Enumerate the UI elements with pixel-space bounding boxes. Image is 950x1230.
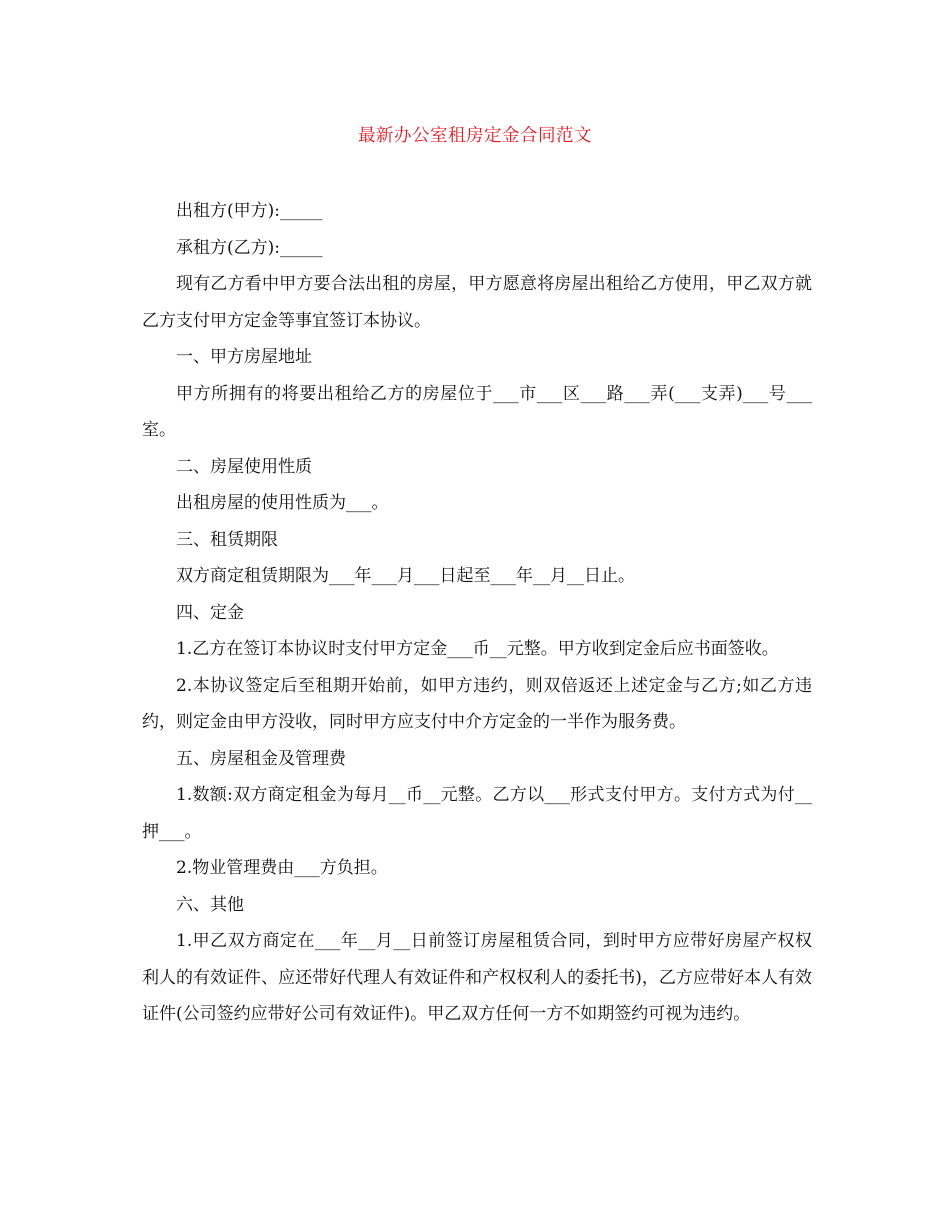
rent-clause-1: 1.数额:双方商定租金为每月__币__元整。乙方以___形式支付甲方。支付方式为付__押___。 [142,785,812,842]
document-body [142,193,812,1033]
section-heading-deposit: 四、定金 [176,602,244,623]
section-heading-term: 三、租赁期限 [176,529,278,550]
section-heading-usage: 二、房屋使用性质 [176,456,312,477]
lessee-line: 承租方(乙方):_____ [176,237,323,258]
lessor-line: 出租方(甲方):_____ [176,201,323,221]
document-title: 最新办公室租房定金合同范文 [358,126,592,146]
rent-clause-2: 2.物业管理费由___方负担。 [176,858,388,878]
term-paragraph: 双方商定租赁期限为___年___月___日起至___年__月__日止。 [176,566,635,586]
section-heading-other: 六、其他 [176,894,244,915]
intro-paragraph: 现有乙方看中甲方要合法出租的房屋，甲方愿意将房屋出租给乙方使用，甲乙双方就乙方支付甲方定金等事宜签订本协议。 [142,274,812,331]
address-paragraph: 甲方所拥有的将要出租给乙方的房屋位于___市___区___路___弄(___支弄)___号___室。 [142,383,812,440]
section-heading-address: 一、甲方房屋地址 [176,347,312,367]
deposit-clause-2: 2.本协议签定后至租期开始前，如甲方违约，则双倍返还上述定金与乙方;如乙方违约，则定金由甲方没收，同时甲方应支付中介方定金的一半作为服务费。 [142,675,812,732]
deposit-clause-1: 1.乙方在签订本协议时支付甲方定金___币__元整。甲方收到定金后应书面签收。 [176,639,779,659]
other-clause-1: 1.甲乙双方商定在___年__月__日前签订房屋租赁合同，到时甲方应带好房屋产权权利人的有效证件、应还带好代理人有效证件和产权权利人的委托书)，乙方应带好本人有效证件(公司签约应带好公司有效证件)。甲乙双方任何一方不如期签约可视为违约。 [142,931,812,1024]
usage-paragraph: 出租房屋的使用性质为___。 [176,493,389,513]
section-heading-rent: 五、房屋租金及管理费 [176,748,346,769]
